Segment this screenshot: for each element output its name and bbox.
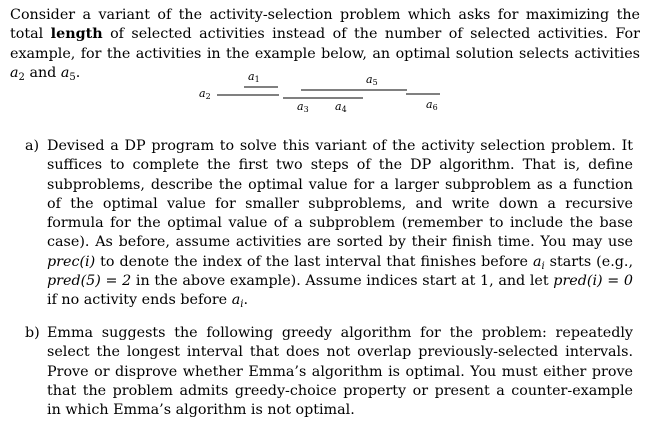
a-i-second: $a_i$ bbox=[231, 292, 244, 311]
prec-i: prec(i) bbox=[47, 253, 96, 270]
intro-bold-length: length bbox=[50, 26, 103, 43]
question-part-a bbox=[27, 137, 633, 311]
intro-text-1: Consider a variant of the activity-selection problem which asks for maximizing the total bbox=[10, 7, 640, 43]
intro-activity-a5: $a_5$ bbox=[60, 64, 76, 83]
part-b-text: Emma suggests the following greedy algorithm for the problem: repeatedly select the longest interval that does not overlap previously-selected intervals. Prove or disprove whether Emma’s algorithm is optimal. You must either prove that the problem admits greedy-choice property or present a counter-example in which Emma’s algorithm is not optimal. bbox=[47, 325, 633, 419]
intro-activity-a2: $a_2$ bbox=[10, 64, 25, 83]
label-a6: a6 bbox=[426, 98, 438, 112]
label-a3: a3 bbox=[297, 100, 309, 114]
pred-i-zero: pred(i) = 0 bbox=[553, 273, 634, 290]
a-i-first: $a_i$ bbox=[532, 253, 545, 272]
intro-text-2: of selected activities instead of the number of selected activities. For example, for the activities in the example below, an optimal solution selects activities bbox=[10, 26, 640, 62]
label-a4: a4 bbox=[335, 100, 347, 114]
problem-intro: Consider a variant of the activity-selection problem which asks for maximizing the total length of selected activities instead of the number of selected activities. For example, for the activities in the example below, an optimal solution selects activities $a_2$ and $a_5$. bbox=[10, 7, 640, 83]
activity-interval-diagram bbox=[180, 68, 460, 114]
label-a1: a1 bbox=[248, 70, 260, 84]
pred-5-example: pred(5) = 2 bbox=[47, 273, 132, 290]
question-part-b bbox=[27, 324, 633, 420]
part-a-text: Devised a DP program to solve this variant of the activity selection problem. It suffices to complete the first two steps of the DP algorithm. That is, define subproblems, describe the optimal value for a larger subproblem as a function of the optimal value for smaller subproblems, and write down a recursive formula for the optimal value of a subproblem (remember to include the base case). As before, assume activities are sorted by their finish time. You may use prec(i) to denote the index of the last interval that finishes before $a_i$ starts (e.g., pred(5) = 2 in the above example). Assume indices start at 1, and let pred(i) = 0 if no activity ends before $a_i$. bbox=[47, 138, 634, 311]
intro-and: and bbox=[29, 64, 57, 81]
part-b-label: b) bbox=[25, 325, 40, 341]
label-a5: a5 bbox=[366, 73, 378, 87]
label-a2: a2 bbox=[199, 87, 211, 101]
part-a-label: a) bbox=[25, 138, 40, 154]
